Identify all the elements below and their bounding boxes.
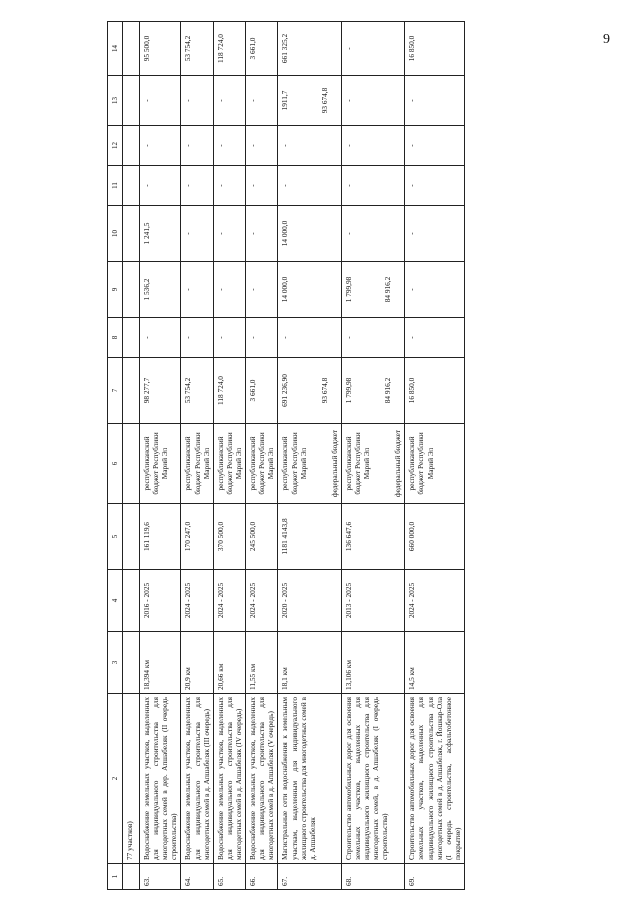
funding-source-federal: федеральный бюджет (329, 429, 339, 498)
object-length: 18,394 км (140, 632, 181, 694)
col-12-value: - (341, 126, 404, 166)
col-header: 5 (108, 504, 123, 570)
table-row (341, 22, 404, 890)
col-11-value: - (181, 166, 213, 206)
row-number: 69. (405, 864, 465, 890)
col-13-value: - (181, 76, 213, 126)
object-name: Водоснабжение земельных участков, выделенных для индивидуального строительства для многодетных семей в д. Апшабеляк (III очередь) (181, 694, 213, 864)
col-10-value: 1 241,5 (140, 206, 181, 262)
col-11-value: - (140, 166, 181, 206)
col-14-value: 95 500,0 (140, 22, 181, 76)
col-header: 8 (108, 318, 123, 358)
row-number: 65. (213, 864, 245, 890)
object-length: 11,55 км (246, 632, 278, 694)
col-9-value: - (213, 262, 245, 318)
col-8-value: - (405, 318, 465, 358)
col-14-value: 53 754,2 (181, 22, 213, 76)
col-11-value: - (405, 166, 465, 206)
col-11-value: - (213, 166, 245, 206)
col-8-value: - (213, 318, 245, 358)
object-length: 13,106 км (341, 632, 404, 694)
row-number: 68. (341, 864, 404, 890)
object-name: Водоснабжение земельных участков, выделенных для индивидуального строительства для многодетных семей в д. Апшабеляк (V очередь) (246, 694, 278, 864)
col-14-value: - (341, 22, 404, 76)
object-length: 18,1 км (278, 632, 341, 694)
years: 2013 - 2025 (341, 570, 404, 632)
col-10-value: - (405, 206, 465, 262)
col-9-value: 1 536,2 (140, 262, 181, 318)
years: 2024 - 2025 (246, 570, 278, 632)
col-header: 1 (108, 864, 123, 890)
col-9-value: - (246, 262, 278, 318)
estimated-cost: 245 500,0 (246, 504, 278, 570)
header-row (108, 22, 123, 890)
funding-source: республиканский бюджет Республики Марий Эл (181, 424, 213, 504)
col-9-value: - (405, 262, 465, 318)
col-10-value: - (246, 206, 278, 262)
table-row (405, 22, 465, 890)
col-14-value: 661 325,2 (278, 22, 341, 76)
col-header: 9 (108, 262, 123, 318)
estimated-cost: 660 000,0 (405, 504, 465, 570)
total-value (278, 358, 341, 424)
object-name: Водоснабжение земельных участков, выделенных для индивидуального строительства для многодетных семей в дер. Апшабеляк (II очередь строительства) (140, 694, 181, 864)
col-13-regional: 1911,7 (280, 90, 290, 111)
col-8-value: - (181, 318, 213, 358)
col-11-value: - (278, 166, 341, 206)
col-14-value: 16 850,0 (405, 22, 465, 76)
table-row (278, 22, 341, 890)
object-name: Водоснабжение земельных участков, выделенных для индивидуального строительства для многодетных семей в д. Апшабеляк (IV очередь) (213, 694, 245, 864)
total-value-federal: 93 674,8 (319, 377, 329, 404)
col-13-value: - (246, 76, 278, 126)
object-name: Строительство автомобильных дорог для освоения земельных участков, выделенных для индивидуального жилищного строительства для многодетных семей в д. Апшабеляк, г. Йошкар-Ола (I очередь строительства, асфальтобетонное покрытие) (405, 694, 465, 864)
funding-source: республиканский бюджет Республики Марий Эл (246, 424, 278, 504)
col-header: 12 (108, 126, 123, 166)
col-13-value: - (405, 76, 465, 126)
funding-source-federal: федеральный бюджет (393, 429, 403, 498)
col-12-value: - (246, 126, 278, 166)
col-13-value (278, 76, 341, 126)
group-label: 77 участков) (123, 694, 140, 864)
object-length: 14,5 км (405, 632, 465, 694)
estimated-cost: 370 500,0 (213, 504, 245, 570)
col-8-value: - (278, 318, 341, 358)
total-value: 118 724,0 (213, 358, 245, 424)
group-row (123, 22, 140, 890)
funding-source: республиканский бюджет Республики Марий Эл (213, 424, 245, 504)
object-length: 20,9 км (181, 632, 213, 694)
total-value (341, 358, 404, 424)
total-value: 3 661,0 (246, 358, 278, 424)
col-header: 7 (108, 358, 123, 424)
years: 2020 - 2025 (278, 570, 341, 632)
row-number: 63. (140, 864, 181, 890)
col-header: 13 (108, 76, 123, 126)
col-header: 3 (108, 632, 123, 694)
col-9-federal: 84 916,2 (382, 276, 392, 303)
col-12-value: - (405, 126, 465, 166)
col-header: 11 (108, 166, 123, 206)
col-header: 6 (108, 424, 123, 504)
page-number: 9 (603, 32, 610, 47)
col-10-value: 14 000,0 (278, 206, 341, 262)
col-header: 2 (108, 694, 123, 864)
col-11-value: - (341, 166, 404, 206)
col-12-value: - (140, 126, 181, 166)
col-14-value: 118 724,0 (213, 22, 245, 76)
col-12-value: - (213, 126, 245, 166)
col-10-value: - (181, 206, 213, 262)
estimated-cost: 161 119,6 (140, 504, 181, 570)
col-9-value: - (181, 262, 213, 318)
years: 2024 - 2025 (405, 570, 465, 632)
col-12-value: - (278, 126, 341, 166)
years: 2024 - 2025 (213, 570, 245, 632)
years: 2024 - 2025 (181, 570, 213, 632)
total-value: 53 754,2 (181, 358, 213, 424)
funding-source: республиканский бюджет Республики Марий Эл (405, 424, 465, 504)
program-table (107, 21, 465, 890)
row-number: 67. (278, 864, 341, 890)
col-header: 14 (108, 22, 123, 76)
funding-source (278, 424, 341, 504)
total-value-regional: 691 236,90 (280, 374, 290, 407)
total-value-federal: 84 916,2 (382, 377, 392, 404)
col-12-value: - (181, 126, 213, 166)
funding-source: республиканский бюджет Республики Марий Эл (140, 424, 181, 504)
total-value: 98 277,7 (140, 358, 181, 424)
col-8-value: - (140, 318, 181, 358)
table-row (246, 22, 278, 890)
funding-source-regional: республиканский бюджет Республики Марий Эл (280, 432, 308, 495)
table-row (140, 22, 181, 890)
total-value-regional: 1 799,98 (343, 377, 353, 404)
col-10-value: - (213, 206, 245, 262)
col-11-value: - (246, 166, 278, 206)
col-13-value: - (341, 76, 404, 126)
col-8-value: - (341, 318, 404, 358)
col-9-value: 14 000,0 (278, 262, 341, 318)
col-13-value: - (213, 76, 245, 126)
col-14-value: 3 661,0 (246, 22, 278, 76)
estimated-cost: 1181 4143,8 (278, 504, 341, 570)
table-row (213, 22, 245, 890)
row-number: 64. (181, 864, 213, 890)
object-name: Магистральные сети водоснабжения к земельным участкам, выделенным для индивидуального жилищного строительства для многодетных семей в д. Апшабеляк (278, 694, 341, 864)
rotated-table-sheet (107, 22, 627, 890)
funding-source (341, 424, 404, 504)
col-9-regional: 1 799,98 (343, 276, 353, 303)
col-9-value (341, 262, 404, 318)
estimated-cost: 170 247,0 (181, 504, 213, 570)
row-number: 66. (246, 864, 278, 890)
total-value: 16 850,0 (405, 358, 465, 424)
years: 2016 - 2025 (140, 570, 181, 632)
estimated-cost: 136 647,6 (341, 504, 404, 570)
col-header: 4 (108, 570, 123, 632)
col-13-value: - (140, 76, 181, 126)
col-8-value: - (246, 318, 278, 358)
funding-source-regional: республиканский бюджет Республики Марий Эл (343, 432, 372, 495)
object-length: 20,66 км (213, 632, 245, 694)
col-10-value: - (341, 206, 404, 262)
col-header: 10 (108, 206, 123, 262)
object-name: Строительство автомобильных дорог для освоения земельных участков, выделенных для индивидуального жилищного строительства для многодетных семей, в д. Апшабеляк (I очередь строительства) (341, 694, 404, 864)
col-13-federal: 93 674,8 (319, 87, 329, 114)
table-row (181, 22, 213, 890)
